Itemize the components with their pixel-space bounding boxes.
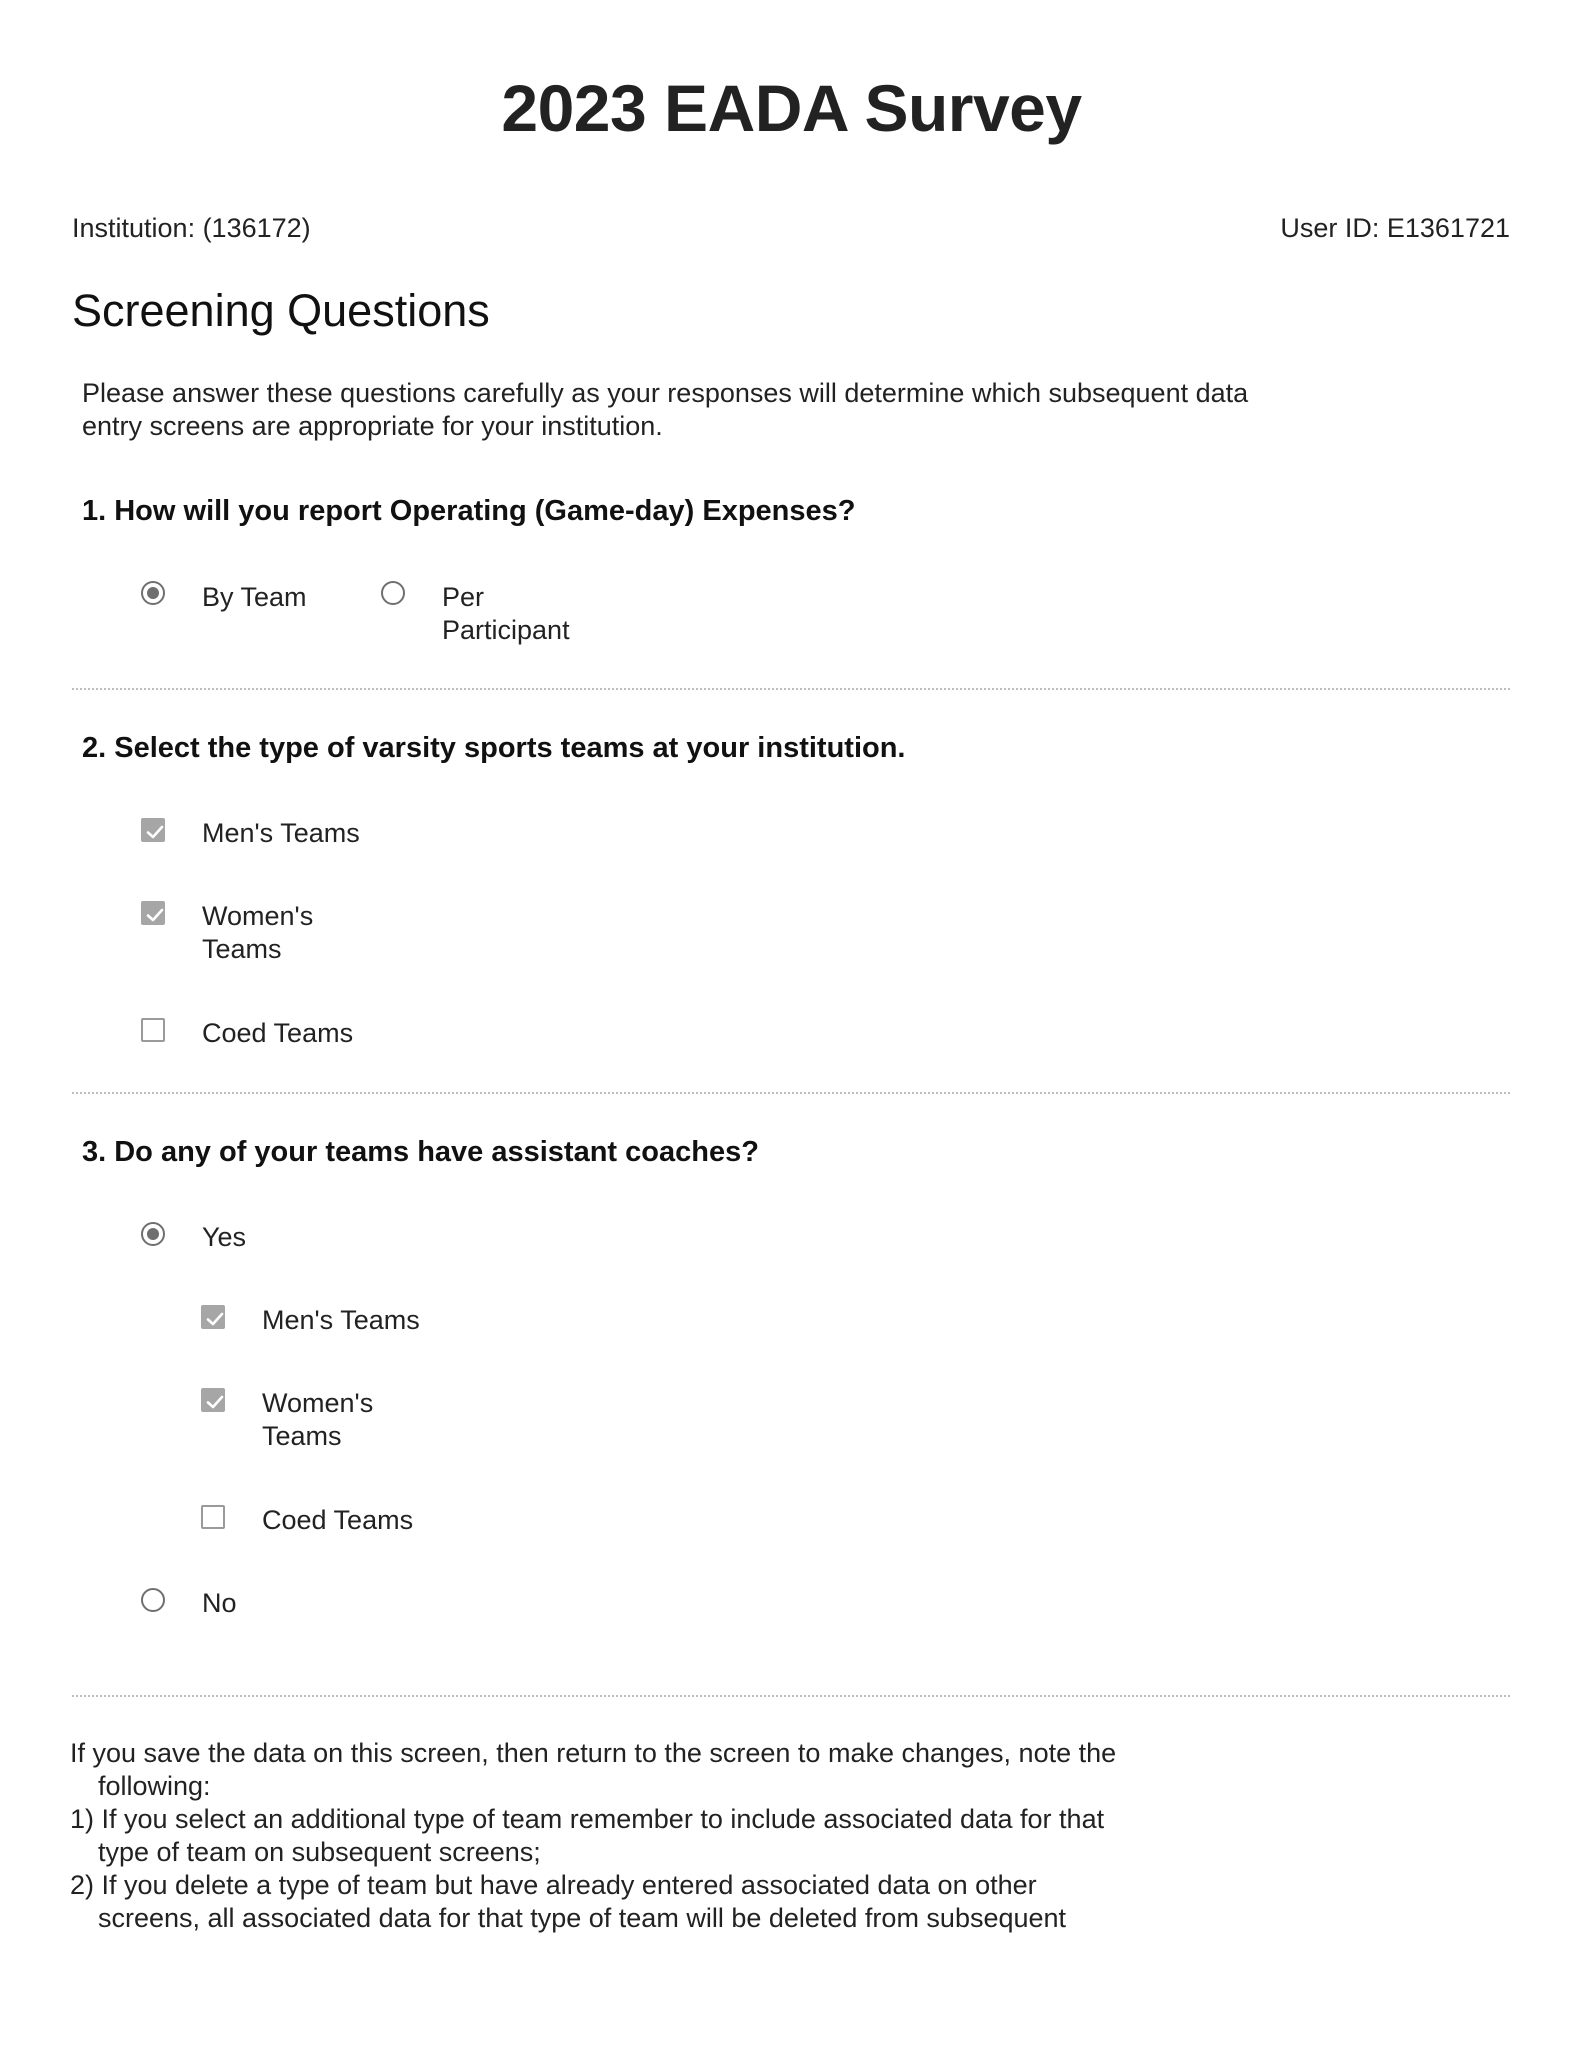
q2-coed-teams-checkbox[interactable] <box>141 1018 165 1042</box>
divider <box>72 688 1510 690</box>
question-3-text: 3. Do any of your teams have assistant coaches? <box>82 1136 759 1168</box>
q3-womens-teams-checkbox[interactable] <box>201 1388 225 1412</box>
q3-womens-teams-label-line1: Women's <box>262 1388 374 1418</box>
q2-womens-teams-label[interactable] <box>202 900 313 966</box>
footer-line: 2) If you delete a type of team but have already entered associated data on other <box>70 1870 1037 1900</box>
q3-womens-teams-label-line2: Teams <box>262 1421 342 1451</box>
check-icon <box>145 822 165 842</box>
footer-line: screens, all associated data for that type of team will be deleted from subsequent <box>98 1903 1067 1933</box>
q3-no-label[interactable]: No <box>202 1588 237 1618</box>
q3-coed-teams-checkbox[interactable] <box>201 1505 225 1529</box>
check-icon <box>145 905 165 925</box>
check-icon <box>205 1309 225 1329</box>
q1-per-participant-label-line2: Participant <box>442 615 570 645</box>
user-id-label: User ID: E1361721 <box>1280 213 1510 243</box>
q3-coed-teams-label[interactable]: Coed Teams <box>262 1505 414 1535</box>
footer-line: If you save the data on this screen, then return to the screen to make changes, note the <box>70 1738 1117 1768</box>
q1-by-team-radio[interactable] <box>141 581 165 605</box>
q2-womens-teams-label-line1: Women's <box>202 901 314 931</box>
q3-yes-label[interactable]: Yes <box>202 1222 247 1252</box>
q1-by-team-label[interactable]: By Team <box>202 582 307 612</box>
q2-coed-teams-label[interactable]: Coed Teams <box>202 1018 354 1048</box>
q1-per-participant-label[interactable] <box>442 581 570 647</box>
q2-womens-teams-label-line2: Teams <box>202 934 282 964</box>
q2-mens-teams-label[interactable]: Men's Teams <box>202 818 360 848</box>
q3-mens-teams-label[interactable]: Men's Teams <box>262 1305 420 1335</box>
footer-line: 1) If you select an additional type of team remember to include associated data for that <box>70 1804 1105 1834</box>
question-1-text: 1. How will you report Operating (Game-day) Expenses? <box>82 495 856 527</box>
q1-per-participant-label-line1: Per <box>442 582 485 612</box>
institution-label: Institution: (136172) <box>72 213 311 243</box>
section-title: Screening Questions <box>72 285 490 336</box>
divider <box>72 1695 1510 1697</box>
footer-line: type of team on subsequent screens; <box>98 1837 541 1867</box>
q2-womens-teams-checkbox[interactable] <box>141 901 165 925</box>
q3-no-radio[interactable] <box>141 1588 165 1612</box>
q3-mens-teams-checkbox[interactable] <box>201 1305 225 1329</box>
page-title: 2023 EADA Survey <box>501 71 1082 145</box>
footer-line: following: <box>98 1771 211 1801</box>
intro-text: Please answer these questions carefully as your responses will determine which subsequent data entry screens are appropriate for your institution. <box>82 378 1249 441</box>
question-2-text: 2. Select the type of varsity sports teams at your institution. <box>82 732 906 764</box>
divider <box>72 1092 1510 1094</box>
q2-mens-teams-checkbox[interactable] <box>141 818 165 842</box>
q3-womens-teams-label[interactable] <box>262 1387 373 1453</box>
check-icon <box>205 1392 225 1412</box>
q1-per-participant-radio[interactable] <box>381 581 405 605</box>
footer-note <box>70 1737 1220 1935</box>
q3-yes-radio[interactable] <box>141 1222 165 1246</box>
